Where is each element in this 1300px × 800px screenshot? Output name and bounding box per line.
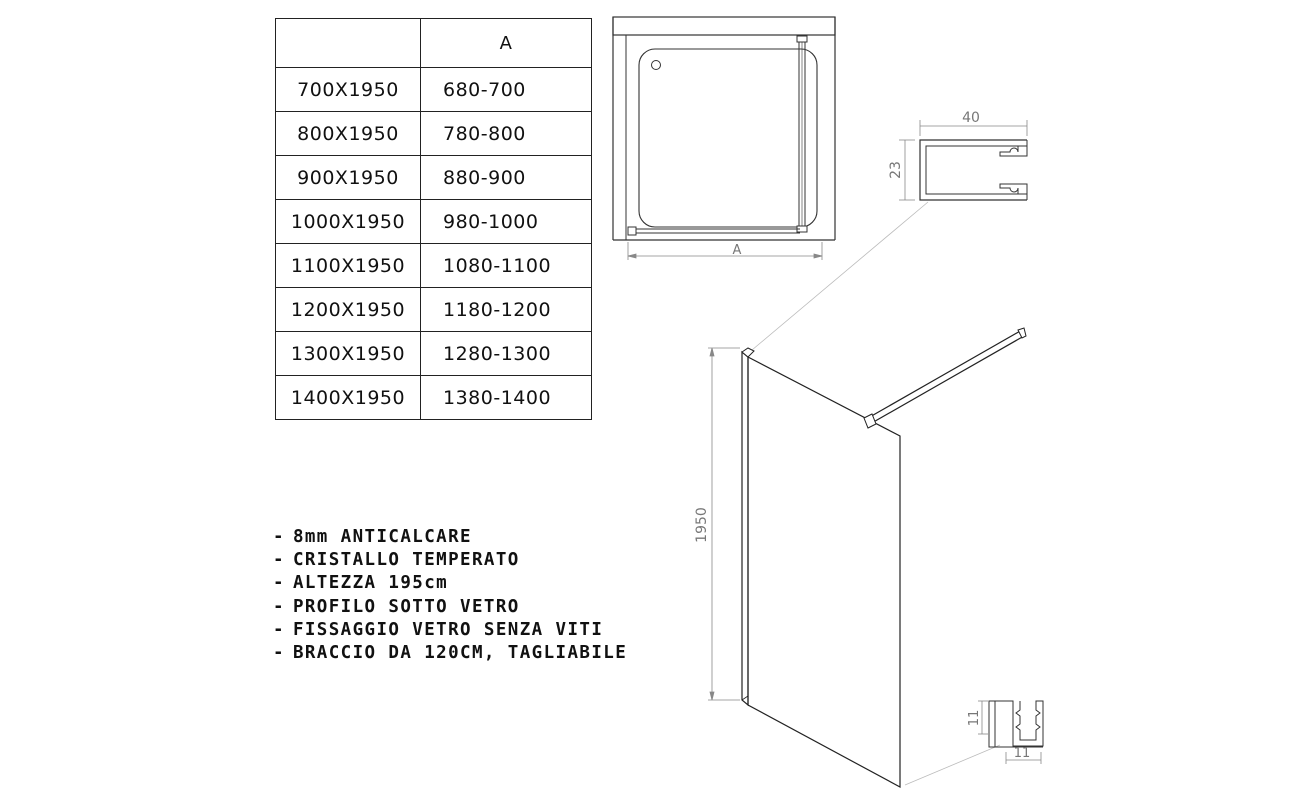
glass-panel	[742, 328, 1026, 787]
plan-dimension-a	[628, 242, 822, 260]
feature-text: FISSAGGIO VETRO SENZA VITI	[292, 619, 604, 640]
drain-icon	[652, 61, 661, 70]
size-cell: 1200X1950	[276, 288, 421, 332]
feature-text: PROFILO SOTTO VETRO	[292, 596, 520, 617]
range-cell: 1280-1300	[421, 332, 592, 376]
feature-text: BRACCIO DA 120CM, TAGLIABILE	[292, 643, 628, 664]
header-cell-a: A	[421, 19, 592, 68]
range-cell: 880-900	[421, 156, 592, 200]
size-cell: 900X1950	[276, 156, 421, 200]
range-cell: 1080-1100	[421, 244, 592, 288]
feature-item: - FISSAGGIO VETRO SENZA VITI	[273, 619, 604, 640]
profile-height-label: 23	[888, 161, 904, 179]
plan-view	[613, 17, 835, 240]
range-cell: 980-1000	[421, 200, 592, 244]
range-cell: 780-800	[421, 112, 592, 156]
plan-dimension-label: A	[732, 243, 742, 258]
feature-item: - ALTEZZA 195cm	[273, 573, 449, 594]
range-cell: 680-700	[421, 68, 592, 112]
feature-text: 8mm ANTICALCARE	[292, 527, 472, 547]
size-cell: 700X1950	[276, 68, 421, 112]
bottom-profile-detail	[978, 701, 1043, 764]
top-profile-detail	[899, 120, 1027, 200]
leader-line-top	[752, 202, 928, 350]
feature-item: - PROFILO SOTTO VETRO	[273, 596, 520, 617]
bottom-profile-height-label: 11	[967, 709, 982, 727]
size-cell: 1400X1950	[276, 376, 421, 420]
feature-text: CRISTALLO TEMPERATO	[292, 550, 520, 571]
feature-item: - BRACCIO DA 120CM, TAGLIABILE	[273, 643, 628, 664]
size-cell: 1100X1950	[276, 244, 421, 288]
size-cell: 800X1950	[276, 112, 421, 156]
feature-text: ALTEZZA 195cm	[292, 573, 449, 594]
bottom-profile-width-label: 11	[1013, 746, 1031, 761]
feature-item: - 8mm ANTICALCARE	[273, 527, 472, 547]
feature-item: - CRISTALLO TEMPERATO	[273, 550, 520, 571]
profile-width-label: 40	[962, 110, 980, 126]
range-cell: 1380-1400	[421, 376, 592, 420]
range-cell: 1180-1200	[421, 288, 592, 332]
size-cell: 1300X1950	[276, 332, 421, 376]
height-dimension	[708, 348, 740, 700]
size-cell: 1000X1950	[276, 200, 421, 244]
panel-height-label: 1950	[694, 507, 710, 543]
leader-line-bottom	[905, 745, 1000, 785]
